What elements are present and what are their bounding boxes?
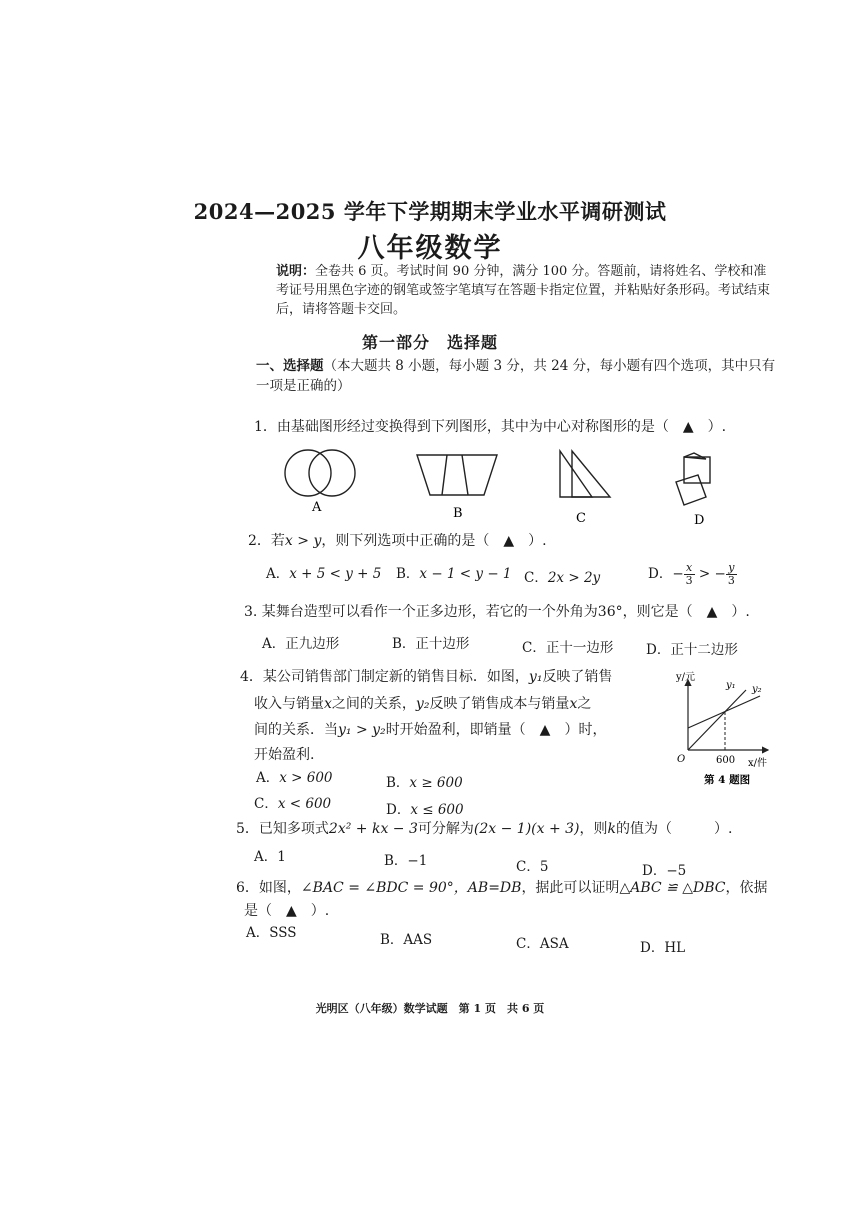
option-label: D．: [386, 802, 411, 818]
question-1-figures: [270, 445, 740, 535]
numerator: x: [684, 562, 695, 575]
q2-option-c: [524, 566, 600, 586]
question-6-line-2: 是（ ▲ ）.: [244, 903, 330, 919]
section-heading-label: 一、选择题: [256, 358, 324, 374]
q5-option-d: D．−5: [642, 863, 687, 879]
option-label: D．: [648, 566, 673, 582]
q5-option-c: C．5: [516, 859, 549, 875]
q4-text: 之间的关系，: [331, 696, 416, 712]
option-label: B．: [386, 775, 410, 791]
figure-b-trapezoid: [417, 455, 497, 495]
q6-text: ，据此可以证明: [521, 880, 620, 896]
q4-text: 反映了销售: [542, 669, 613, 685]
figure-a-circles: [285, 450, 355, 496]
q4-text: 之: [577, 696, 592, 712]
figure-c-triangles: [560, 451, 610, 497]
q6-option-b: B．AAS: [380, 932, 433, 948]
denominator: 3: [685, 574, 693, 587]
line-y1: [688, 690, 746, 750]
q4-option-d: [386, 798, 464, 818]
option-expr: x − 1 < y − 1: [419, 566, 512, 582]
q5-option-a: A．1: [254, 849, 286, 865]
option-label: A．: [256, 770, 280, 786]
q4-var: x: [324, 696, 332, 712]
q4-option-b: [386, 771, 463, 791]
q2-stem-part: ，则下列选项中正确的是（ ▲ ）.: [321, 533, 547, 549]
part-title: 第一部分 选择题: [361, 333, 498, 352]
q6-text: 6．如图，: [236, 880, 301, 896]
page-footer: 光明区（八年级）数学试题 第 1 页 共 6 页: [315, 1002, 545, 1015]
section-heading-text: （本大题共 8 小题，每小题 3 分，共 24 分，每小题有四个选项，其中只有一项是正确的）: [256, 358, 776, 394]
q4-option-c: [254, 792, 331, 812]
q6-text: ，依据: [725, 880, 768, 896]
q2-option-d: [648, 562, 737, 587]
figure-c-label: C: [576, 511, 586, 526]
q6-proof: △ABC ≌ △DBC: [619, 880, 726, 896]
q4-condition: y₁ > y₂: [338, 722, 386, 738]
question-2-stem: [248, 530, 547, 550]
q4-text: 收入与销量: [254, 696, 324, 712]
numerator: y: [726, 562, 737, 575]
fraction-x-over-3: [684, 562, 695, 587]
q2-stem-part: 2．若: [248, 533, 285, 549]
option-expr: > −: [694, 566, 726, 582]
figure-a-label: A: [312, 500, 322, 515]
q4-var: y₂: [415, 696, 430, 712]
figure-b-label: B: [453, 506, 463, 521]
q6-option-d: D．HL: [640, 940, 686, 956]
q5-text: 5．已知多项式: [236, 821, 329, 837]
q5-text: ，则: [579, 821, 608, 837]
option-expr: 2x > 2y: [547, 570, 601, 586]
q6-option-a: A．SSS: [246, 925, 297, 941]
line-y1-label: y₁: [726, 680, 736, 691]
question-4-line-4: 开始盈利.: [254, 747, 315, 763]
instructions-text: 全卷共 6 页。考试时间 90 分钟，满分 100 分。答题前，请将姓名、学校和准考证号用黑色字迹的钢笔或签字笔填写在答题卡指定位置，并粘贴好条形码。考试结束后，请将答题卡交回。: [276, 264, 771, 317]
q4-text: 反映了销售成本与销量: [429, 696, 570, 712]
question-4-line-2: [254, 693, 591, 713]
option-label: B．: [396, 566, 420, 582]
q4-var: x: [569, 696, 578, 712]
tick-label-600: 600: [716, 755, 736, 766]
line-y2-label: y₂: [752, 684, 762, 695]
q2-option-b: [396, 562, 512, 582]
option-label: C．: [524, 570, 548, 586]
instructions-label: 说明：: [276, 264, 316, 279]
q5-polynomial: 2x² + kx − 3: [328, 821, 418, 837]
exam-title: 2024—2025 学年下学期期末学业水平调研测试: [193, 199, 667, 224]
q6-option-c: C．ASA: [516, 936, 569, 952]
q3-option-c: C．正十一边形: [522, 640, 614, 656]
q3-option-d: D．正十二边形: [646, 642, 738, 658]
figure-d-squares: [676, 453, 710, 505]
q5-text: 的值为（ ）.: [616, 821, 733, 837]
figure-caption: 第 4 题图: [704, 774, 751, 786]
question-4-line-1: [240, 666, 612, 686]
option-expr: −: [672, 566, 684, 582]
question-5-stem: [236, 818, 732, 838]
option-label: C．: [254, 796, 278, 812]
q2-option-a: [266, 562, 381, 582]
question-6-stem: [236, 877, 767, 897]
origin-label: O: [677, 754, 686, 765]
question-3-stem: 3. 某舞台造型可以看作一个正多边形，若它的一个外角为36°，则它是（ ▲ ）.: [244, 604, 750, 620]
q6-condition: ∠BAC = ∠BDC = 90°，AB=DB: [300, 880, 522, 896]
q4-text: 间的关系．当: [254, 722, 338, 738]
figure-d-label: D: [694, 513, 705, 528]
q4-option-a: [256, 766, 333, 786]
question-1-stem: 1．由基础图形经过变换得到下列图形，其中为中心对称图形的是（ ▲ ）.: [254, 419, 727, 435]
question-4-graph: [668, 668, 778, 790]
option-label: A．: [266, 566, 290, 582]
q3-option-a: A．正九边形: [262, 636, 340, 652]
line-y2: [688, 696, 760, 728]
q5-text: 可分解为: [417, 821, 474, 837]
fraction-y-over-3: [726, 562, 737, 587]
option-expr: x + 5 < y + 5: [289, 566, 382, 582]
option-expr: x < 600: [277, 796, 332, 812]
instructions: [276, 262, 776, 319]
option-expr: x ≥ 600: [409, 775, 463, 791]
y-axis-label: y/元: [676, 672, 696, 683]
option-expr: x > 600: [279, 770, 333, 786]
question-4-line-3: [254, 719, 606, 739]
q3-option-b: B．正十边形: [392, 636, 470, 652]
option-expr: x ≤ 600: [410, 802, 464, 818]
x-axis-label: x/件: [748, 758, 768, 769]
q4-text: 时开始盈利，即销量（ ▲ ）时，: [385, 722, 607, 738]
q5-option-b: B．−1: [384, 853, 428, 869]
q5-var: k: [607, 821, 616, 837]
exam-subject: 八年级数学: [357, 233, 503, 264]
q4-var: y₁: [528, 669, 543, 685]
q4-text: 4．某公司销售部门制定新的销售目标．如图，: [240, 669, 529, 685]
denominator: 3: [727, 574, 735, 587]
q2-condition: x > y: [284, 533, 322, 549]
section-heading: [256, 356, 776, 396]
q5-factorization: (2x − 1)(x + 3): [473, 821, 580, 837]
